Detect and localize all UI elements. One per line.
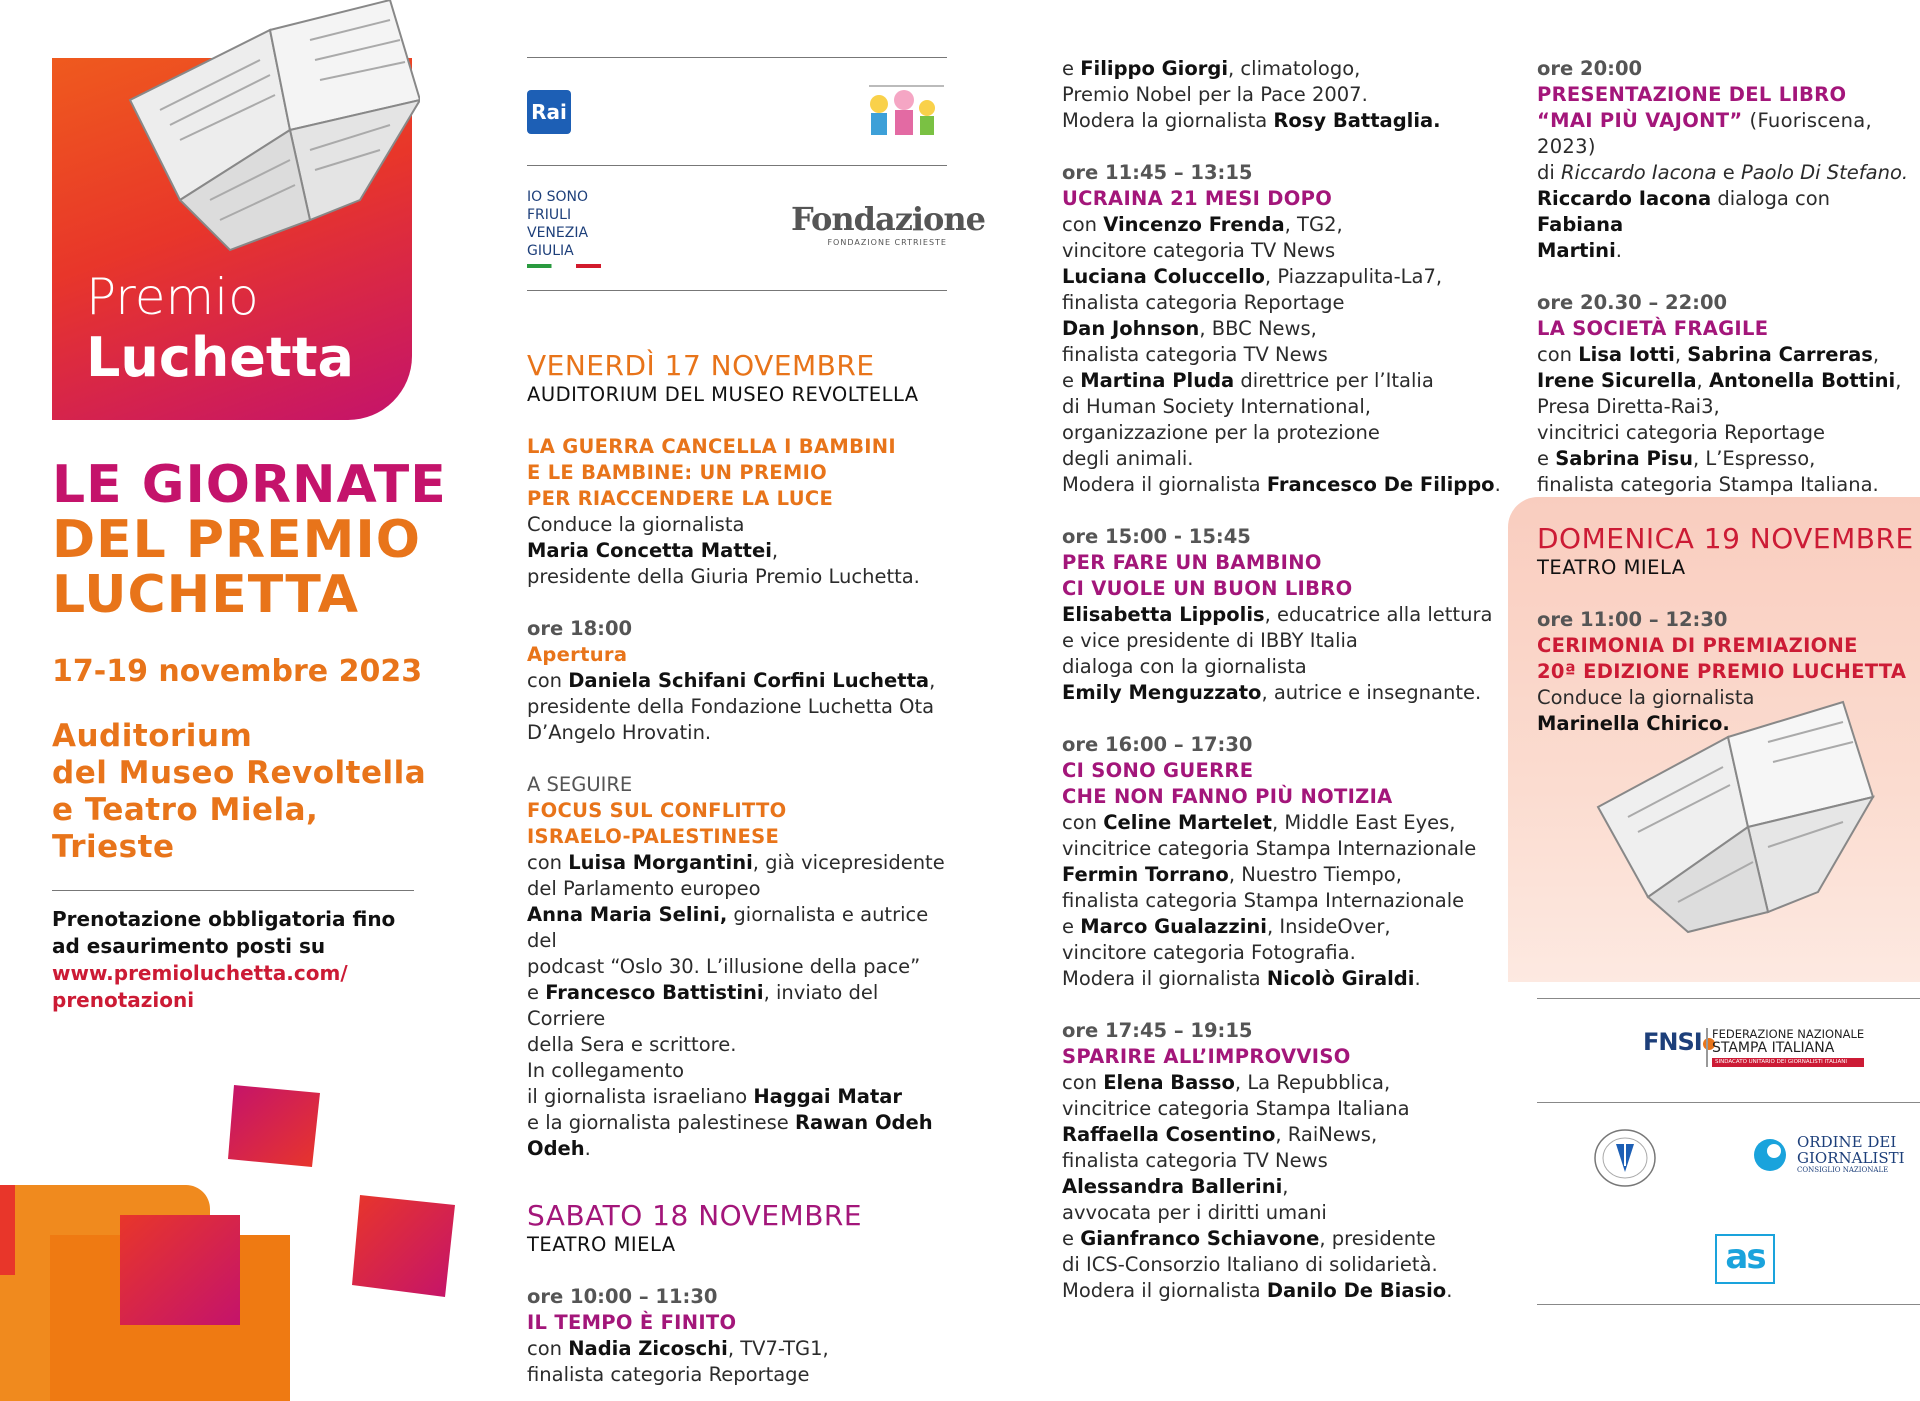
- venue-line: e Teatro Miela,: [52, 792, 319, 828]
- fvg-logo: IO SONO FRIULI VENEZIA GIULIA: [527, 189, 589, 259]
- fnsi-fullname: [1706, 1028, 1864, 1067]
- booking-link[interactable]: www.premioluchetta.com/: [52, 961, 348, 985]
- sunday-title-1: CERIMONIA DI PREMIAZIONE: [1537, 634, 1858, 657]
- fnsi-line: STAMPA ITALIANA: [1712, 1040, 1835, 1056]
- rai-logo: Rai: [527, 90, 571, 134]
- sunday-host: Conduce la giornalista: [1537, 686, 1755, 709]
- program-column-3: [1062, 56, 1502, 1304]
- fnsi-sub: SINDACATO UNITARIO DEI GIORNALISTI ITALIANI: [1712, 1058, 1864, 1067]
- sunday-venue: TEATRO MIELA: [1537, 556, 1686, 579]
- odg-line: CONSIGLIO NAZIONALE: [1797, 1166, 1889, 1174]
- divider: [1537, 998, 1920, 999]
- event-block: ore 18:00 Apertura con Daniela Schifani Corfini Luchetta, presidente della Fondazione Luchetta Ota D’Angelo Hrovatin.: [527, 617, 936, 744]
- newspaper-butterfly-icon: [1588, 697, 1878, 937]
- fondazione-text: Fondazione: [791, 200, 985, 238]
- newspaper-butterfly-icon: [120, 0, 420, 260]
- event-venue: [52, 718, 426, 866]
- friday-heading: VENERDÌ 17 NOVEMBRE: [527, 349, 875, 382]
- event-block: LA GUERRA CANCELLA I BAMBINI E LE BAMBINE: UN PREMIO PER RIACCENDERE LA LUCE Conduce la giornalista Maria Concetta Mattei, presidente della Giuria Premio Luchetta.: [527, 435, 920, 588]
- title-line-3: LUCHETTA: [52, 565, 360, 625]
- friday-program: [527, 350, 947, 1388]
- booking-notice: [52, 906, 395, 1014]
- ordine-giornalisti-icon: [1753, 1138, 1787, 1172]
- fnsi-logo: [1643, 1028, 1715, 1056]
- sunday-panel: [1508, 497, 1920, 982]
- event-block: ore 17:45 – 19:15 SPARIRE ALL’IMPROVVISO con Elena Basso, La Repubblica, vincitrice categoria Stampa Italiana Raffaella Cosentino, RaiNews, finalista categoria TV News Alessandra Ballerini, avvocata per i diritti umani e Gianfranco Schiavone, presidente di ICS-Consorzio Italiano di solidarietà. Modera il giornalista Danilo De Biasio.: [1062, 1019, 1453, 1302]
- sunday-heading: DOMENICA 19 NOVEMBRE: [1537, 522, 1914, 555]
- event-block: ore 15:00 - 15:45 PER FARE UN BAMBINO CI VUOLE UN BUON LIBRO Elisabetta Lippolis, educatrice alla lettura e vice presidente di IBBY Italia dialoga con la giornalista Emily Menguzzato, autrice e insegnante.: [1062, 525, 1493, 704]
- event-block: ore 10:00 – 11:30 IL TEMPO È FINITO con Nadia Zicoschi, TV7-TG1, finalista categoria Reportage: [527, 1285, 829, 1386]
- ordine-giornalisti-text: [1797, 1134, 1905, 1175]
- sunday-title-2: 20ª EDIZIONE PREMIO LUCHETTA: [1537, 660, 1907, 683]
- decorative-squares: [0, 1075, 470, 1401]
- divider: [527, 165, 947, 166]
- event-block: ore 20.30 – 22:00 LA SOCIETÀ FRAGILE con Lisa Iotti, Sabrina Carreras, Irene Sicurella, Antonella Bottini, Presa Diretta-Rai3, vincitrici categoria Reportage e Sabrina Pisu, L’Espresso, finalista categoria Stampa Italiana.: [1537, 291, 1902, 496]
- booking-text: ad esaurimento posti su: [52, 934, 326, 958]
- event-title: [52, 455, 447, 625]
- divider: [1537, 1304, 1920, 1305]
- event-block: ore 20:00 PRESENTAZIONE DEL LIBRO “MAI PIÙ VAJONT” (Fuoriscena, 2023) di Riccardo Iacona e Paolo Di Stefano. Riccardo Iacona dialoga con Fabiana Martini.: [1537, 57, 1909, 262]
- fvg-flag-strip: [527, 264, 601, 268]
- fnsi-acronym: FNSI: [1643, 1028, 1702, 1056]
- event-block: ore 11:45 – 13:15 UCRAINA 21 MESI DOPO con Vincenzo Frenda, TG2, vincitore categoria TV News Luciana Coluccello, Piazzapulita-La7, finalista categoria Reportage Dan Johnson, BBC News, finalista categoria TV News e Martina Pluda direttrice per l’Italia di Human Society International, organizzazione per la protezione degli animali. Modera il giornalista Francesco De Filippo.: [1062, 161, 1501, 496]
- children-logo-icon: [849, 78, 949, 150]
- logo-luchetta: Luchetta: [86, 326, 354, 389]
- title-line-2: DEL PREMIO: [52, 510, 421, 570]
- sunday-host-name: Marinella Chirico.: [1537, 712, 1730, 735]
- event-block: e Filippo Giorgi, climatologo, Premio Nobel per la Pace 2007. Modera la giornalista Rosy Battaglia.: [1062, 57, 1441, 132]
- fondazione-sub: FONDAZIONE CRTRIESTE: [827, 238, 947, 247]
- fondazione-logo: [791, 200, 985, 247]
- friday-venue: AUDITORIUM DEL MUSEO REVOLTELLA: [527, 383, 919, 406]
- odg-line: ORDINE DEI: [1797, 1133, 1897, 1151]
- booking-link[interactable]: prenotazioni: [52, 988, 195, 1012]
- as-logo: as: [1715, 1234, 1775, 1284]
- logo-premio: Premio: [86, 268, 259, 326]
- divider: [527, 57, 947, 58]
- venue-line: Trieste: [52, 829, 175, 865]
- divider: [527, 290, 947, 291]
- booking-text: Prenotazione obbligatoria fino: [52, 907, 396, 931]
- venue-line: Auditorium: [52, 718, 253, 754]
- title-line-1: LE GIORNATE: [52, 455, 447, 515]
- venue-line: del Museo Revoltella: [52, 755, 427, 791]
- ordine-giornalisti-fvg-seal-icon: [1590, 1126, 1660, 1190]
- event-block: A SEGUIRE FOCUS SUL CONFLITTO ISRAELO-PALESTINESE con Luisa Morgantini, già vicepresidente del Parlamento europeo Anna Maria Selini, giornalista e autrice del podcast “Oslo 30. L’illusione della pace” e Francesco Battistini, inviato del Corriere della Sera e scrittore. In collegamento il giornalista israeliano Haggai Matar e la giornalista palestinese Rawan Odeh Odeh.: [527, 773, 945, 1160]
- divider: [1537, 1102, 1920, 1103]
- odg-line: GIORNALISTI: [1797, 1149, 1905, 1167]
- saturday-heading: SABATO 18 NOVEMBRE: [527, 1199, 863, 1232]
- saturday-venue: TEATRO MIELA: [527, 1233, 676, 1256]
- divider: [52, 890, 414, 891]
- sunday-time: ore 11:00 – 12:30: [1537, 608, 1728, 631]
- event-dates: 17-19 novembre 2023: [52, 654, 423, 689]
- event-block: ore 16:00 – 17:30 CI SONO GUERRE CHE NON FANNO PIÙ NOTIZIA con Celine Martelet, Middle East Eyes, vincitrice categoria Stampa Internazionale Fermin Torrano, Nuestro Tiempo, finalista categoria Stampa Internazionale e Marco Gualazzini, InsideOver, vincitore categoria Fotografia. Modera il giornalista Nicolò Giraldi.: [1062, 733, 1477, 990]
- fnsi-line: FEDERAZIONE NAZIONALE: [1712, 1027, 1865, 1041]
